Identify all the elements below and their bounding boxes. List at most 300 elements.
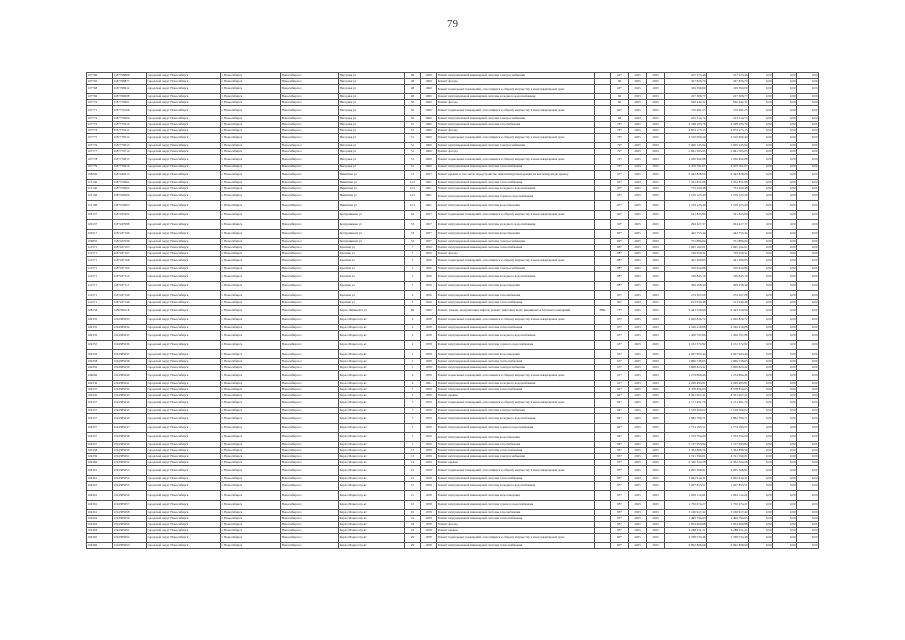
total-cost-cell: 5 137 593,84 <box>707 442 749 448</box>
area-cell: Новосибирск г. <box>281 170 339 179</box>
cost-cell: 1 036 992,88 <box>665 155 707 164</box>
cost-cell: 5 137 593,84 <box>665 442 707 448</box>
build-year-cell: 1960 <box>421 133 437 142</box>
end-year-cell: 2025 <box>647 365 665 371</box>
house-number-cell: 15 <box>405 475 421 481</box>
area-cell: Новосибирск г. <box>281 85 339 94</box>
share-1-cell: 0,00 <box>749 466 773 475</box>
start-year-cell: 2025 <box>629 315 647 324</box>
total-cost-cell: 3 160 917,42 <box>707 509 749 515</box>
settlement-cell: г. Новосибирск <box>221 300 281 306</box>
share-2-cell: 0,00 <box>773 340 797 349</box>
work-type-cell: Ремонт внутридомовой инженерной системы водоотведения <box>437 201 595 210</box>
share-2-cell: 0,00 <box>773 460 797 466</box>
end-year-cell: 2025 <box>647 454 665 460</box>
row-number: 107773 <box>87 121 113 127</box>
settlement-cell: г. Новосибирск <box>221 380 281 386</box>
note-cell <box>595 155 611 164</box>
street-cell: Карла Маркса пр-кт <box>339 448 405 454</box>
row-number: 104363 <box>87 521 113 527</box>
street-cell: Красина ул <box>339 300 405 306</box>
row-number: 107776 <box>87 143 113 149</box>
area-cell: Новосибирск г. <box>281 414 339 423</box>
share-1-cell: 0,00 <box>749 398 773 407</box>
cost-cell: 8 378 854,63 <box>665 386 707 392</box>
house-id: 1194385044 <box>113 398 147 407</box>
share-3-cell: 0,00 <box>797 454 819 460</box>
house-number-cell: 99 <box>405 306 421 315</box>
end-year-cell: 2025 <box>647 432 665 441</box>
start-year-cell: 2025 <box>629 300 647 306</box>
district-cell: городской округ Новосибирск <box>147 543 221 549</box>
street-cell: Карла Маркса пр-кт <box>339 380 405 386</box>
work-type-cell: Ремонт внутридомовой инженерной системы холодного водоснабжения <box>437 185 595 191</box>
start-year-cell: 2025 <box>629 380 647 386</box>
total-cost-cell: 170 281,25 <box>707 106 749 115</box>
share-3-cell: 0,00 <box>797 250 819 256</box>
total-cost-cell: 1 274 866,46 <box>707 371 749 380</box>
share-1-cell: 0,00 <box>749 442 773 448</box>
cost-cell: 751 886,04 <box>665 238 707 244</box>
start-year-cell: 2025 <box>629 191 647 200</box>
share-2-cell: 0,00 <box>773 380 797 386</box>
share-3-cell: 0,00 <box>797 315 819 324</box>
start-year-cell: 2025 <box>629 73 647 79</box>
area-cell: Новосибирск г. <box>281 386 339 392</box>
share-1-cell: 0,00 <box>749 491 773 500</box>
build-year-cell: 1961 <box>421 380 437 386</box>
settlement-cell: г. Новосибирск <box>221 460 281 466</box>
start-year-cell: 2025 <box>629 515 647 521</box>
share-3-cell: 0,00 <box>797 350 819 359</box>
share-2-cell: 0,00 <box>773 170 797 179</box>
house-number-cell: 51 <box>405 143 421 149</box>
house-number-cell: 7 <box>405 442 421 448</box>
total-cost-cell: 9 442 828,06 <box>707 170 749 179</box>
table-row <box>87 340 819 349</box>
stage-cell: 79* <box>611 155 629 164</box>
start-year-cell: 2025 <box>629 229 647 238</box>
share-2-cell: 0,00 <box>773 106 797 115</box>
share-1-cell: 0,00 <box>749 229 773 238</box>
share-3-cell: 0,00 <box>797 115 819 121</box>
house-number-cell: 5 <box>405 300 421 306</box>
build-year-cell: 1956 <box>421 250 437 256</box>
area-cell: Новосибирск г. <box>281 220 339 229</box>
share-3-cell: 0,00 <box>797 521 819 527</box>
house-id: 1194385057 <box>113 500 147 509</box>
settlement-cell: г. Новосибирск <box>221 359 281 365</box>
end-year-cell: 2025 <box>647 350 665 359</box>
end-year-cell: 2025 <box>647 164 665 170</box>
area-cell: Новосибирск г. <box>281 398 339 407</box>
build-year-cell: 1958 <box>421 350 437 359</box>
table-row <box>87 106 819 115</box>
cost-cell: 556 624,86 <box>665 266 707 272</box>
cost-cell: 2 338 533,48 <box>665 533 707 542</box>
settlement-cell: г. Новосибирск <box>221 521 281 527</box>
house-number-cell: 50 <box>405 100 421 106</box>
row-number: 104357 <box>87 442 113 448</box>
settlement-cell: г. Новосибирск <box>221 266 281 272</box>
share-3-cell: 0,00 <box>797 229 819 238</box>
stage-cell: 85* <box>611 466 629 475</box>
work-type-cell: Ремонт внутридомовой инженерной системы водоотведения <box>437 491 595 500</box>
street-cell: Карла Маркса пр-кт <box>339 442 405 448</box>
house-number-cell: 51 <box>405 127 421 133</box>
row-number: 104358 <box>87 448 113 454</box>
row-number: 107768 <box>87 85 113 94</box>
share-1-cell: 0,00 <box>749 106 773 115</box>
house-number-cell: 7 <box>405 386 421 392</box>
work-type-cell: Ремонт крыши <box>437 460 595 466</box>
work-type-cell: Ремонт внутридомовой инженерной системы теплоснабжения <box>437 543 595 549</box>
work-type-cell: Ремонт внутридомовой инженерной системы горячего водоснабжения <box>437 423 595 432</box>
build-year-cell: 1958 <box>421 481 437 490</box>
work-type-cell: Ремонт внутридомовой инженерной системы теплоснабжения <box>437 515 595 521</box>
table-row <box>87 133 819 142</box>
build-year-cell: 1960 <box>421 79 437 85</box>
house-number-cell: 12 <box>405 170 421 179</box>
district-cell: городской округ Новосибирск <box>147 164 221 170</box>
share-2-cell: 0,00 <box>773 481 797 490</box>
work-type-cell: Ремонт крыши, в том числе переустройство невентилируемой крыши на вентилируемую крышу <box>437 170 595 179</box>
settlement-cell: г. Новосибирск <box>221 475 281 481</box>
cost-cell: 1 845 162,01 <box>665 244 707 250</box>
cost-cell: 1 274 866,46 <box>665 371 707 380</box>
stage-cell: 63* <box>611 359 629 365</box>
start-year-cell: 2025 <box>629 475 647 481</box>
total-cost-cell: 1 854 969,88 <box>707 521 749 527</box>
house-id: 1194385033 <box>113 315 147 324</box>
street-cell: Кошурникова ул <box>339 220 405 229</box>
end-year-cell: 2025 <box>647 210 665 219</box>
end-year-cell: 2025 <box>647 85 665 94</box>
stage-cell: 61* <box>611 371 629 380</box>
area-cell: Новосибирск г. <box>281 359 339 365</box>
house-id: 1187770512 <box>113 133 147 142</box>
end-year-cell: 2025 <box>647 533 665 542</box>
work-type-cell: Ремонт подвальных помещений, относящихся к общему имуществу в многоквартирном доме <box>437 106 595 115</box>
end-year-cell: 2025 <box>647 191 665 200</box>
stage-cell: 84* <box>611 398 629 407</box>
share-3-cell: 0,00 <box>797 543 819 549</box>
street-cell: Нагорная ул <box>339 143 405 149</box>
share-3-cell: 0,00 <box>797 460 819 466</box>
street-cell: Нагорная ул <box>339 106 405 115</box>
build-year-cell: 1960 <box>421 306 437 315</box>
row-number: 104355 <box>87 331 113 340</box>
start-year-cell: 2025 <box>629 210 647 219</box>
house-id: 1194385040 <box>113 371 147 380</box>
start-year-cell: 2025 <box>629 432 647 441</box>
share-3-cell: 0,00 <box>797 423 819 432</box>
note-cell <box>595 133 611 142</box>
street-cell: Никитина ул <box>339 185 405 191</box>
row-number: 112571 <box>87 256 113 265</box>
end-year-cell: 2025 <box>647 423 665 432</box>
work-type-cell: Ремонт внутридомовой инженерной системы горячего водоснабжения <box>437 340 595 349</box>
cost-cell: 2 620 826,72 <box>665 315 707 324</box>
house-id: 1194385046 <box>113 414 147 423</box>
row-number: 104355 <box>87 340 113 349</box>
stage-cell: 85* <box>611 448 629 454</box>
build-year-cell: 1960 <box>421 127 437 133</box>
end-year-cell: 2025 <box>647 106 665 115</box>
house-id: 1187770411 <box>113 127 147 133</box>
cost-cell: 1 159 125,40 <box>665 191 707 200</box>
share-1-cell: 0,00 <box>749 100 773 106</box>
district-cell: городской округ Новосибирск <box>147 155 221 164</box>
share-2-cell: 0,00 <box>773 201 797 210</box>
settlement-cell: г. Новосибирск <box>221 340 281 349</box>
house-number-cell: 12/1 <box>405 191 421 200</box>
stage-cell: 60* <box>611 73 629 79</box>
work-type-cell: Ремонт подвальных помещений, относящихся к общему имуществу в многоквартирном доме <box>437 315 595 324</box>
share-1-cell: 0,00 <box>749 133 773 142</box>
area-cell: Новосибирск г. <box>281 94 339 100</box>
stage-cell: 63* <box>611 340 629 349</box>
street-cell: Карла Маркса пр-кт <box>339 414 405 423</box>
district-cell: городской округ Новосибирск <box>147 392 221 398</box>
cost-cell: 257 375,46 <box>665 73 707 79</box>
house-number-cell: 7 <box>405 408 421 414</box>
start-year-cell: 2025 <box>629 256 647 265</box>
end-year-cell: 2025 <box>647 250 665 256</box>
house-id: 1187437110 <box>113 272 147 281</box>
row-number: 104361 <box>87 500 113 509</box>
note-cell <box>595 191 611 200</box>
district-cell: городской округ Новосибирск <box>147 201 221 210</box>
stage-cell: 80* <box>611 543 629 549</box>
settlement-cell: г. Новосибирск <box>221 442 281 448</box>
build-year-cell: 1958 <box>421 543 437 549</box>
house-number-cell: 7 <box>405 250 421 256</box>
house-number-cell: 1 <box>405 365 421 371</box>
house-number-cell: 29 <box>405 533 421 542</box>
area-cell: Новосибирск г. <box>281 475 339 481</box>
start-year-cell: 2025 <box>629 398 647 407</box>
house-number-cell: 16 <box>405 509 421 515</box>
start-year-cell: 2025 <box>629 149 647 155</box>
area-cell: Новосибирск г. <box>281 331 339 340</box>
district-cell: городской округ Новосибирск <box>147 408 221 414</box>
share-2-cell: 0,00 <box>773 371 797 380</box>
street-cell: Нагорная ул <box>339 164 405 170</box>
house-id: 1187437107 <box>113 250 147 256</box>
share-3-cell: 0,00 <box>797 414 819 423</box>
end-year-cell: 2025 <box>647 386 665 392</box>
build-year-cell: 1961 <box>421 191 437 200</box>
settlement-cell: г. Новосибирск <box>221 398 281 407</box>
total-cost-cell: 753 420,48 <box>707 185 749 191</box>
house-number-cell: 2 <box>405 331 421 340</box>
area-cell: Новосибирск г. <box>281 300 339 306</box>
row-number: 115146 <box>87 185 113 191</box>
share-2-cell: 0,00 <box>773 423 797 432</box>
end-year-cell: 2025 <box>647 115 665 121</box>
row-number: 106157 <box>87 220 113 229</box>
house-id: 1187770613 <box>113 143 147 149</box>
street-cell: Кошурникова ул <box>339 238 405 244</box>
note-cell <box>595 466 611 475</box>
cost-cell: 441 289,85 <box>665 256 707 265</box>
start-year-cell: 2025 <box>629 500 647 509</box>
house-number-cell: 50 <box>405 106 421 115</box>
share-2-cell: 0,00 <box>773 398 797 407</box>
row-number: 112571 <box>87 300 113 306</box>
build-year-cell: 1960 <box>421 155 437 164</box>
share-2-cell: 0,00 <box>773 491 797 500</box>
work-type-cell: Ремонт внутридомовой инженерной системы теплоснабжения <box>437 300 595 306</box>
share-3-cell: 0,00 <box>797 392 819 398</box>
street-cell: Карла Маркса пр-кт <box>339 454 405 460</box>
share-2-cell: 0,00 <box>773 365 797 371</box>
work-type-cell: Ремонт внутридомовой инженерной системы холодного водоснабжения <box>437 94 595 100</box>
cost-cell: 1 703 794,09 <box>665 432 707 441</box>
work-type-cell: Ремонт подвальных помещений, относящихся к общему имуществу в многоквартирном доме <box>437 466 595 475</box>
total-cost-cell: 196 845,16 <box>707 272 749 281</box>
house-id: 1187370602 <box>113 185 147 191</box>
work-type-cell: Ремонт фасада <box>437 149 595 155</box>
share-3-cell: 0,00 <box>797 149 819 155</box>
house-id: 1194385043 <box>113 392 147 398</box>
start-year-cell: 2025 <box>629 220 647 229</box>
row-number: 104360 <box>87 460 113 466</box>
area-cell: Новосибирск г. <box>281 527 339 533</box>
settlement-cell: г. Новосибирск <box>221 500 281 509</box>
row-number: 107771 <box>87 106 113 115</box>
work-type-cell: Ремонт фасада <box>437 100 595 106</box>
settlement-cell: г. Новосибирск <box>221 291 281 300</box>
street-cell: Карла Маркса пр-кт <box>339 325 405 331</box>
settlement-cell: г. Новосибирск <box>221 466 281 475</box>
street-cell: Карла Маркса пр-кт <box>339 408 405 414</box>
end-year-cell: 2025 <box>647 300 665 306</box>
build-year-cell: 1961 <box>421 185 437 191</box>
total-cost-cell: 169 399,00 <box>707 85 749 94</box>
district-cell: городской округ Новосибирск <box>147 143 221 149</box>
settlement-cell: г. Новосибирск <box>221 133 281 142</box>
build-year-cell: 1959 <box>421 414 437 423</box>
start-year-cell: 2025 <box>629 481 647 490</box>
stage-cell: 80* <box>611 533 629 542</box>
row-number: 107769 <box>87 94 113 100</box>
share-3-cell: 0,00 <box>797 94 819 100</box>
share-3-cell: 0,00 <box>797 133 819 142</box>
work-type-cell: Ремонт внутридомовой инженерной системы электроснабжения <box>437 454 595 460</box>
street-cell: Красина ул <box>339 272 405 281</box>
stage-cell: 84* <box>611 423 629 432</box>
district-cell: городской округ Новосибирск <box>147 466 221 475</box>
build-year-cell: 1959 <box>421 392 437 398</box>
note-cell <box>595 220 611 229</box>
area-cell: Новосибирск г. <box>281 191 339 200</box>
row-number: 115136 <box>87 179 113 185</box>
house-number-cell: 15 <box>405 466 421 475</box>
work-type-cell: Ремонт подвальных помещений, относящихся к общему имуществу в многоквартирном доме <box>437 210 595 219</box>
build-year-cell: 1959 <box>421 432 437 441</box>
build-year-cell: 1958 <box>421 466 437 475</box>
area-cell: Новосибирск г. <box>281 127 339 133</box>
share-2-cell: 0,00 <box>773 509 797 515</box>
cost-cell: 294 427,37 <box>665 220 707 229</box>
start-year-cell: 2025 <box>629 365 647 371</box>
street-cell: Красина ул <box>339 291 405 300</box>
row-number: 104355 <box>87 315 113 324</box>
street-cell: Красина ул <box>339 266 405 272</box>
build-year-cell: 1957 <box>421 170 437 179</box>
total-cost-cell: 1 703 794,09 <box>707 432 749 441</box>
work-type-cell: Ремонт внутридомовой инженерной системы теплоснабжения <box>437 359 595 365</box>
work-type-cell: Ремонт внутридомовой инженерной системы горячего водоснабжения <box>437 191 595 200</box>
total-cost-cell: 751 886,04 <box>707 238 749 244</box>
note-cell <box>595 106 611 115</box>
work-type-cell: Ремонт, замена, модернизация лифтов, ремонт лифтовых шахт, машинных и блочных помещений <box>437 306 595 315</box>
house-id: 1194385048 <box>113 432 147 441</box>
share-2-cell: 0,00 <box>773 238 797 244</box>
settlement-cell: г. Новосибирск <box>221 185 281 191</box>
house-number-cell: 48 <box>405 73 421 79</box>
street-cell: Нагорная ул <box>339 127 405 133</box>
district-cell: городской округ Новосибирск <box>147 244 221 250</box>
district-cell: городской округ Новосибирск <box>147 106 221 115</box>
end-year-cell: 2025 <box>647 491 665 500</box>
total-cost-cell: 3 609 145,94 <box>707 143 749 149</box>
house-id: 1187437039 <box>113 238 147 244</box>
share-2-cell: 0,00 <box>773 210 797 219</box>
street-cell: Карла Маркса пр-кт <box>339 392 405 398</box>
build-year-cell: 1958 <box>421 340 437 349</box>
build-year-cell: 1959 <box>421 408 437 414</box>
table-row <box>87 306 819 315</box>
share-3-cell: 0,00 <box>797 432 819 441</box>
end-year-cell: 2025 <box>647 127 665 133</box>
work-type-cell: Ремонт внутридомовой инженерной системы теплоснабжения <box>437 179 595 185</box>
house-id: 1194385042 <box>113 386 147 392</box>
start-year-cell: 2025 <box>629 121 647 127</box>
stage-cell: 63* <box>611 179 629 185</box>
share-3-cell: 0,00 <box>797 340 819 349</box>
area-cell: Новосибирск г. <box>281 143 339 149</box>
house-number-cell: 7 <box>405 256 421 265</box>
table-row <box>87 256 819 265</box>
street-cell: Никитина ул <box>339 191 405 200</box>
share-2-cell: 0,00 <box>773 229 797 238</box>
house-id: 1194385047 <box>113 423 147 432</box>
start-year-cell: 2025 <box>629 521 647 527</box>
stage-cell: 60 <box>611 94 629 100</box>
row-number: 112571 <box>87 281 113 290</box>
stage-cell: 85* <box>611 509 629 515</box>
row-number: 106855 <box>87 238 113 244</box>
house-number-cell: 51 <box>405 133 421 142</box>
row-number: 104366 <box>87 543 113 549</box>
house-id: 1187437199 <box>113 291 147 300</box>
house-number-cell: 1 <box>405 359 421 365</box>
total-cost-cell: 4 741 599,01 <box>707 454 749 460</box>
house-number-cell: 53 <box>405 220 421 229</box>
share-1-cell: 0,00 <box>749 191 773 200</box>
start-year-cell: 2025 <box>629 127 647 133</box>
stage-cell: 79* <box>611 143 629 149</box>
settlement-cell: г. Новосибирск <box>221 238 281 244</box>
page-number: 79 <box>447 18 458 30</box>
build-year-cell: 1956 <box>421 281 437 290</box>
end-year-cell: 2025 <box>647 94 665 100</box>
house-id: 1187437198 <box>113 300 147 306</box>
cost-cell: 274 307,09 <box>665 291 707 300</box>
